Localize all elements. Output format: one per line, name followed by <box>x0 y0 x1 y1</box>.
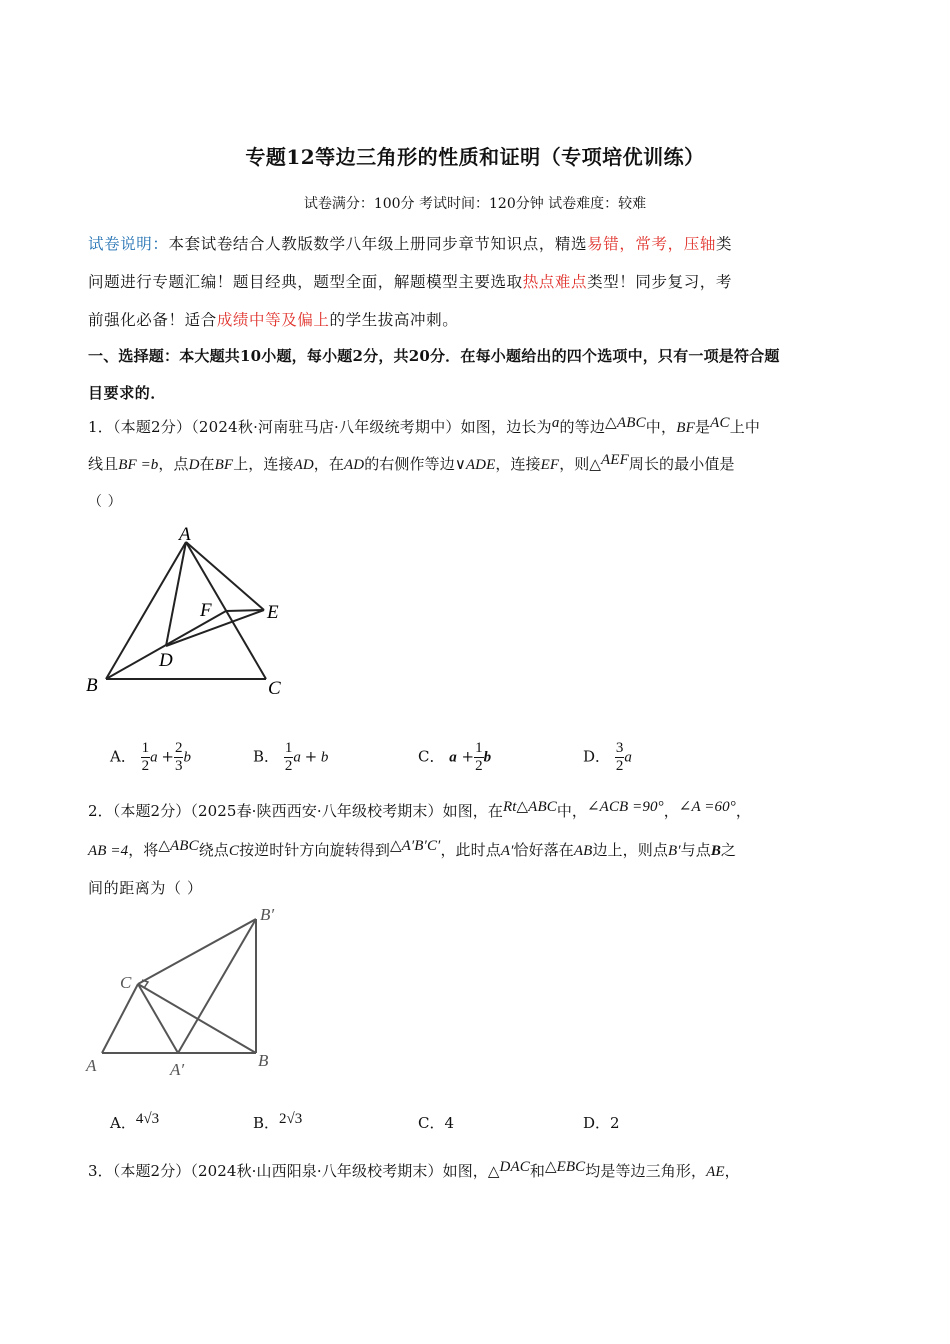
point-label-b1: B′ <box>260 905 275 924</box>
section-heading-cont: 目要求的． <box>88 384 167 402</box>
q1-option-b[interactable]: B． $\frac{1}{2}$ a + b <box>253 740 329 774</box>
q2-option-b[interactable]: B．2√3 <box>253 1111 303 1132</box>
q2-figure <box>80 900 300 1085</box>
point-label-d: D <box>159 650 173 671</box>
q1-figure <box>80 520 300 700</box>
edge-ab <box>106 542 186 679</box>
q2-option-a[interactable]: A．4√3 <box>110 1111 160 1132</box>
intro-line-3: 前强化必备！适合成绩中等及偏上的学生拔高冲刺。 <box>88 311 459 329</box>
edge-ca1 <box>138 984 178 1053</box>
q1-line-2: 线且BF =b，点D在BF上，连接AD，在AD的右侧作等边∨ADE，连接EF，则△AEF周长的最小值是 <box>88 452 735 473</box>
q2-option-c[interactable]: C．4 <box>418 1114 455 1132</box>
q2-option-d[interactable]: D．2 <box>583 1114 620 1132</box>
intro-line-2: 问题进行专题汇编！题目经典，题型全面，解题模型主要选取热点难点类型！同步复习，考 <box>88 273 733 291</box>
point-label-c: C <box>120 973 132 992</box>
q1-answer-blank: （ ） <box>88 494 123 510</box>
q3-line-1: 3．（本题2分）（2024秋·山西阳泉·八年级校考期末）如图，△DAC和△EBC均是等边三角形，AE， <box>88 1159 740 1180</box>
q1-line-1: 1．（本题2分）（2024秋·河南驻马店·八年级统考期中）如图，边长为a的等边△ABC中，BF是AC上中 <box>88 415 761 436</box>
q2-line-2: AB =4，将△ABC绕点C按逆时针方向旋转得到△A′B′C′，此时点A′恰好落在AB边上，则点B′与点B之 <box>88 838 737 859</box>
point-label-b: B <box>258 1051 269 1070</box>
intro-line-1: 试卷说明：本套试卷结合人教版数学八年级上册同步章节知识点，精选易错，常考，压轴类 <box>88 235 733 253</box>
edge-a1b1 <box>178 919 256 1053</box>
edge-fe <box>226 610 264 611</box>
point-label-a: A <box>179 524 191 545</box>
point-label-f: F <box>200 600 212 621</box>
exam-meta: 试卷满分：100分 考试时间：120分钟 试卷难度：较难 <box>303 196 647 212</box>
q1-option-c[interactable]: C． a + $\frac{1}{2}$ b <box>418 740 492 774</box>
edge-de <box>166 610 264 646</box>
point-label-e: E <box>267 602 279 623</box>
q1-option-d[interactable]: D． $\frac{3}{2}$ a <box>583 740 632 774</box>
edge-cb1 <box>138 919 256 984</box>
highlight: 热点难点 <box>522 273 588 291</box>
highlight: 成绩中等及偏上 <box>216 311 330 329</box>
q2-line-1: 2．（本题2分）（2025春·陕西西安·八年级校考期末）如图，在Rt△ABC中，∠ACB =90°，∠A =60°， <box>88 799 751 820</box>
edge-ae <box>186 542 264 610</box>
point-label-a1: A′ <box>170 1060 185 1079</box>
page-title: 专题12等边三角形的性质和证明（专项培优训练） <box>245 145 705 169</box>
q2-line-3: 间的距离为（ ） <box>88 879 203 897</box>
point-label-b: B <box>86 675 98 696</box>
intro-label: 试卷说明： <box>88 235 169 253</box>
point-label-a: A <box>86 1056 97 1075</box>
edge-ac <box>102 984 138 1053</box>
highlight: 易错，常考，压轴 <box>587 235 716 253</box>
q1-option-a[interactable]: A． $\frac{1}{2}$ a + $\frac{2}{3}$ b <box>110 740 191 774</box>
point-label-c: C <box>268 678 281 699</box>
section-heading: 一、选择题：本大题共10小题，每小题2分，共20分．在每小题给出的四个选项中，只有一项是符合题 <box>88 347 780 365</box>
